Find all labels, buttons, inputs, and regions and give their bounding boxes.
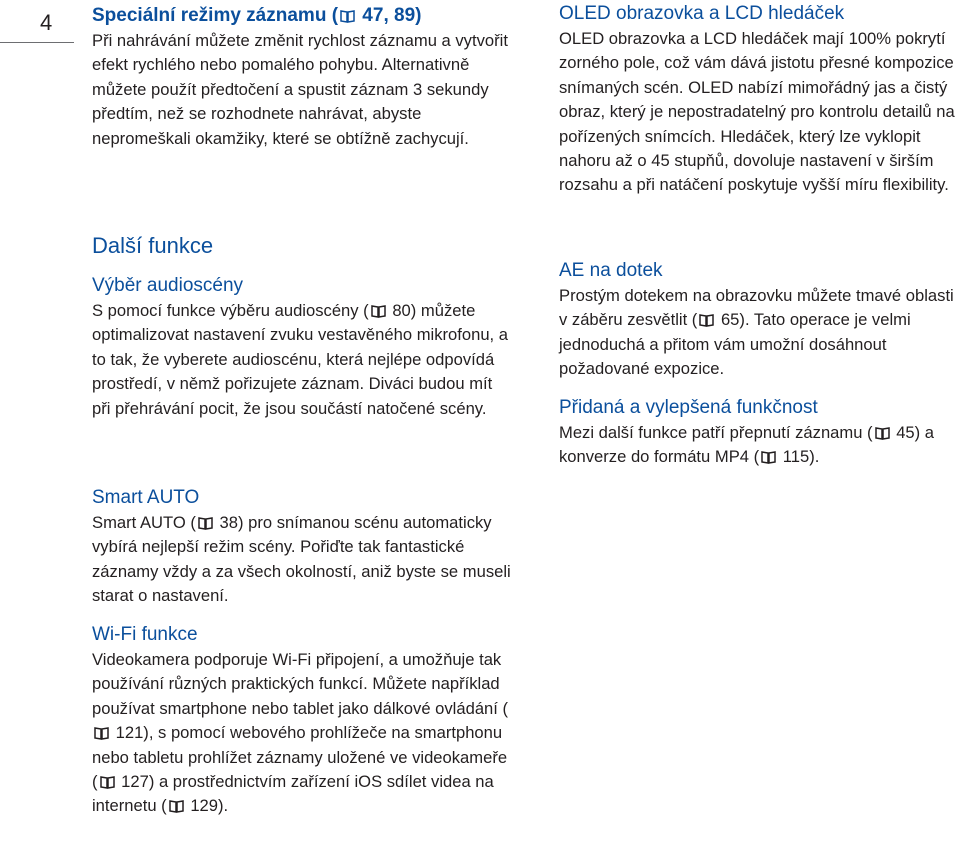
- book-icon: [198, 517, 213, 530]
- section-title: Wi-Fi funkce: [92, 624, 198, 645]
- book-icon: [94, 727, 109, 740]
- section-title: Výběr audioscény: [92, 275, 244, 296]
- page-number-rule: [0, 42, 74, 43]
- section-audio-scene: [92, 272, 512, 421]
- section-body: OLED obrazovka a LCD hledáček mají 100% pokrytí zorného pole, což vám dává jistotu přesné kompozice snímaných scén. OLED nabízí mimořádný jas a čistý obraz, který je nepostradatelný pro kontrolu detailů na pořízených snímcích. Hledáček, který lze vyklopit nahoru až o 45 stupňů, dovoluje nastavení v širším rozsahu a při natáčení poskytuje vyšší míru flexibility.: [559, 29, 955, 195]
- section-touch-ae: [559, 257, 959, 382]
- section-body: Prostým dotekem na obrazovku můžete tmavé oblasti v záběru zesvětlit ( 65). Tato operace je velmi jednoduchá a přitom vám umožní dosáhnout požadované expozice.: [559, 286, 954, 379]
- section-title: Speciální režimy záznamu ( 47, 89): [92, 5, 422, 26]
- book-icon: [875, 427, 890, 440]
- book-icon: [340, 10, 355, 23]
- section-body: S pomocí funkce výběru audioscény ( 80) můžete optimalizovat nastavení zvuku vestavěného mikrofonu, a to tak, že vyberete audioscénu, která nejlépe odpovídá prostředí, v němž pořizujete záznam. Diváci budou mít při přehrávání pocit, že jsou součástí natočené scény.: [92, 301, 508, 418]
- section-body: Smart AUTO ( 38) pro snímanou scénu automaticky vybírá nejlepší režim scény. Pořiďte tak fantastické záznamy vždy a za všech okolností, aniž byste se museli starat o nastavení.: [92, 513, 511, 606]
- section-added-features: [559, 394, 959, 470]
- section-body: Mezi další funkce patří přepnutí záznamu ( 45) a konverze do formátu MP4 ( 115).: [559, 423, 935, 467]
- section-oled: [559, 0, 959, 198]
- page-number: 4: [40, 10, 53, 35]
- section-more-features: [92, 231, 512, 261]
- section-title: AE na dotek: [559, 260, 663, 281]
- section-smart-auto: [92, 484, 512, 609]
- section-wifi: [92, 621, 512, 819]
- section-title: OLED obrazovka a LCD hledáček: [559, 3, 845, 24]
- section-special-modes: [92, 2, 512, 151]
- book-icon: [169, 800, 184, 813]
- section-title: Smart AUTO: [92, 487, 200, 508]
- section-title: Přidaná a vylepšená funkčnost: [559, 397, 818, 418]
- book-icon: [699, 314, 714, 327]
- book-icon: [761, 451, 776, 464]
- book-icon: [371, 305, 386, 318]
- section-body: Videokamera podporuje Wi-Fi připojení, a umožňuje tak používání různých praktických funkcí. Můžete například používat smartphone nebo tablet jako dálkové ovládání ( 121), s pomocí webového prohlížeče na smartphonu nebo tabletu prohlížet záznamy uložené ve videokameře ( 127) a prostřednictvím zařízení iOS sdílet videa na internetu ( 129).: [92, 650, 509, 816]
- section-heading: Další funkce: [92, 233, 214, 258]
- book-icon: [100, 776, 115, 789]
- section-body: Při nahrávání můžete změnit rychlost záznamu a vytvořit efekt rychlého nebo pomalého pohybu. Alternativně můžete použít předtočení a spustit záznam 3 sekundy předtím, než se rozhodnete nahrávat, abyste nepromeškali okamžiky, které se obtížně zachycují.: [92, 31, 508, 148]
